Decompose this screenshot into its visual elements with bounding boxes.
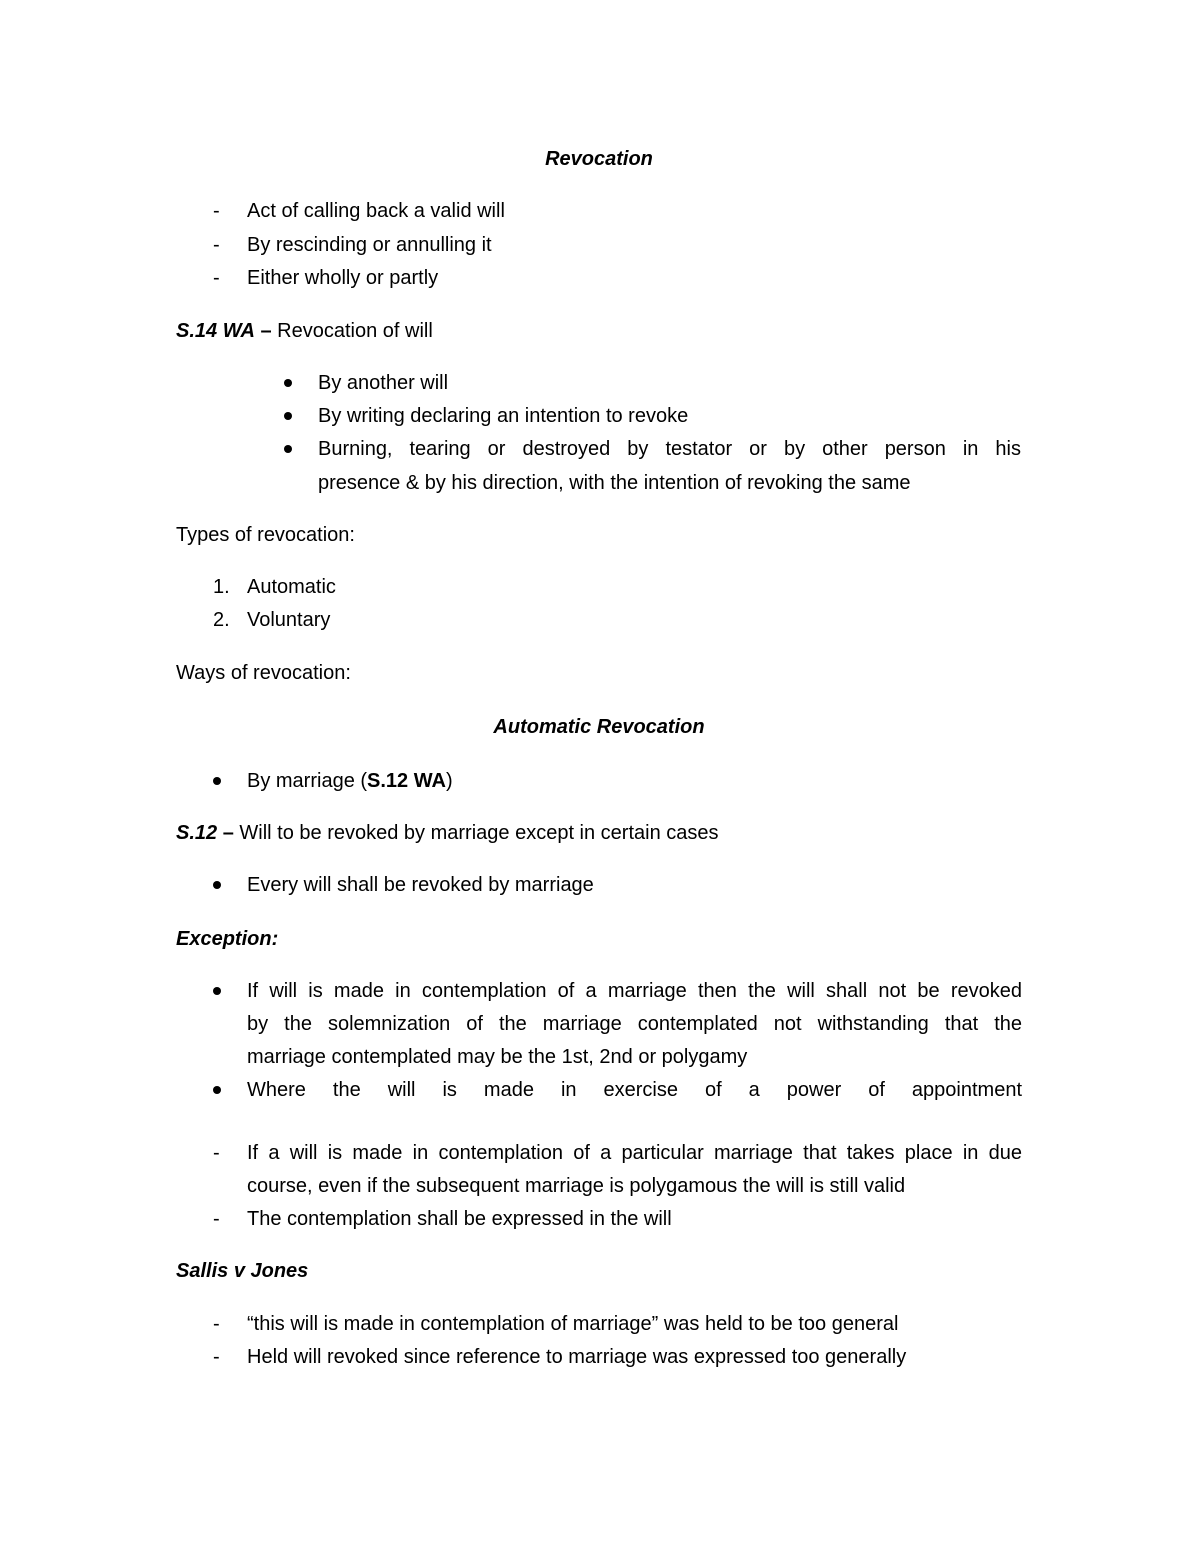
bullet-icon [284, 445, 292, 453]
bullet-icon [213, 881, 221, 889]
types-item: Voluntary [247, 609, 331, 631]
s14-heading: S.14 WA – Revocation of will [176, 320, 433, 342]
bullet-icon [213, 777, 221, 785]
contemplation-item: If a will is made in contemplation of a particular marriage that takes place in due [247, 1142, 1022, 1164]
s14-ref: S.14 WA [176, 320, 255, 342]
exception-item-continued: marriage contemplated may be the 1st, 2nd or polygamy [247, 1046, 748, 1068]
types-item: Automatic [247, 576, 336, 598]
s12-heading: S.12 – Will to be revoked by marriage except in certain cases [176, 822, 719, 844]
ways-heading: Ways of revocation: [176, 662, 351, 684]
dash-marker: - [213, 1208, 220, 1230]
number-marker: 2. [213, 609, 230, 631]
dash-marker: - [213, 1313, 220, 1335]
bullet-icon [213, 987, 221, 995]
s14-item: By another will [318, 372, 449, 394]
exception-heading: Exception: [176, 928, 279, 950]
exception-item: If will is made in contemplation of a marriage then the will shall not be revoked [247, 980, 1022, 1002]
exception-item: Where the will is made in exercise of a power of appointment [247, 1079, 1022, 1101]
bullet-icon [284, 379, 292, 387]
dash-marker: - [213, 234, 220, 256]
s14-title: Revocation of will [277, 320, 433, 342]
marriage-ref: S.12 WA [367, 770, 446, 792]
number-marker: 1. [213, 576, 230, 598]
dash-marker: - [213, 1346, 220, 1368]
s14-item-continued: presence & by his direction, with the intention of revoking the same [318, 472, 911, 494]
dash-marker: - [213, 1142, 220, 1164]
dash-marker: - [213, 200, 220, 222]
automatic-item: By marriage (S.12 WA) [247, 770, 453, 792]
exception-item-continued: by the solemnization of the marriage contemplated not withstanding that the [247, 1013, 1022, 1035]
definition-item: By rescinding or annulling it [247, 234, 492, 256]
dash-marker: - [213, 267, 220, 289]
page-title: Revocation [545, 148, 653, 170]
s12-item: Every will shall be revoked by marriage [247, 874, 594, 896]
types-heading: Types of revocation: [176, 524, 355, 546]
s12-ref: S.12 [176, 822, 218, 844]
s14-item: By writing declaring an intention to revoke [318, 405, 689, 427]
bullet-icon [213, 1086, 221, 1094]
definition-item: Either wholly or partly [247, 267, 439, 289]
case-item: “this will is made in contemplation of marriage” was held to be too general [247, 1313, 899, 1335]
automatic-heading: Automatic Revocation [493, 716, 705, 738]
contemplation-item: The contemplation shall be expressed in the will [247, 1208, 672, 1230]
s12-title: Will to be revoked by marriage except in certain cases [239, 822, 719, 844]
case-item: Held will revoked since reference to marriage was expressed too generally [247, 1346, 907, 1368]
bullet-icon [284, 412, 292, 420]
case-heading: Sallis v Jones [176, 1260, 309, 1282]
s14-item: Burning, tearing or destroyed by testator or by other person in his [318, 438, 1021, 460]
definition-item: Act of calling back a valid will [247, 200, 505, 222]
contemplation-item-continued: course, even if the subsequent marriage is polygamous the will is still valid [247, 1175, 906, 1197]
marriage-text: By marriage [247, 770, 355, 792]
